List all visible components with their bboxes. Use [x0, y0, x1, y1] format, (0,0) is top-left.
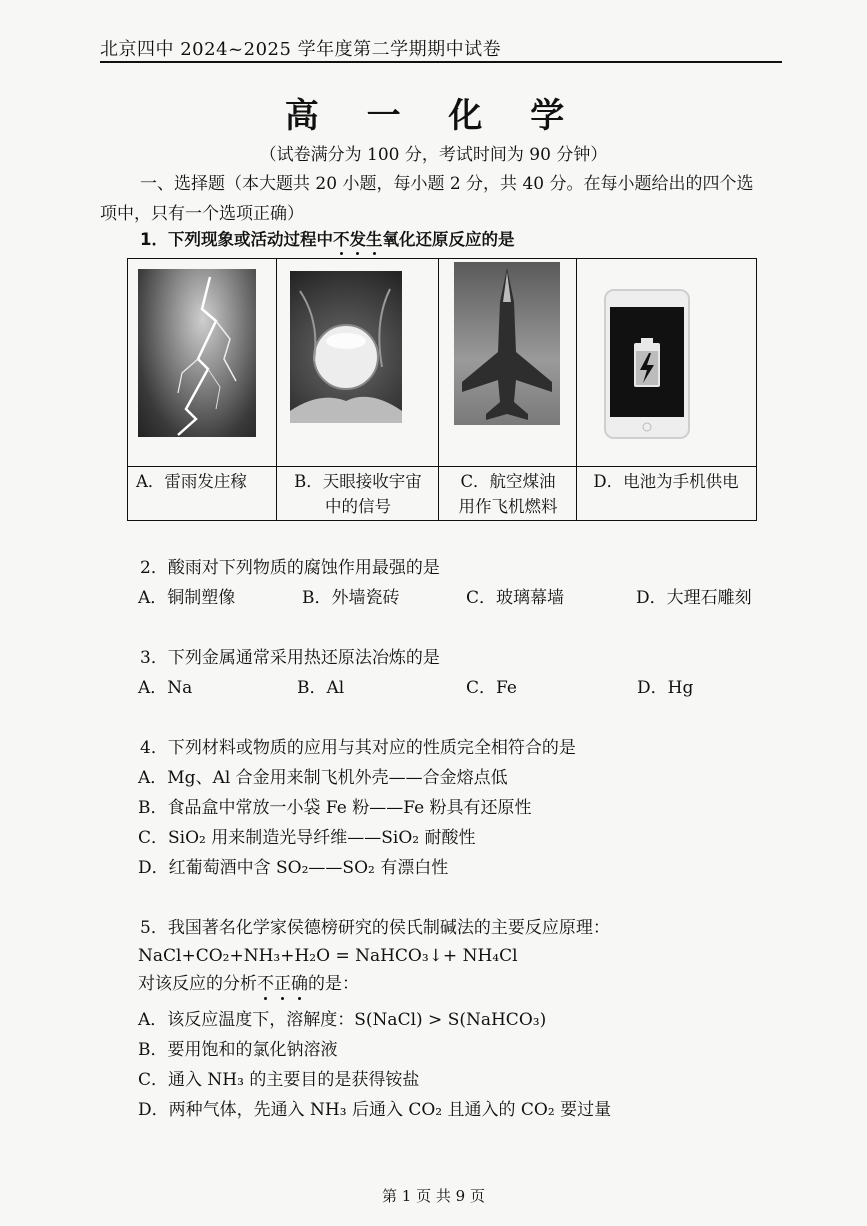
q3-option-b: B．Al	[297, 678, 345, 698]
header-divider	[100, 61, 782, 63]
q4-option-c: C．SiO₂ 用来制造光导纤维——SiO₂ 耐酸性	[138, 828, 476, 848]
phone-battery-photo-icon	[604, 289, 690, 439]
q1-stem	[140, 228, 514, 252]
lightning-photo-icon	[138, 269, 256, 437]
q1-option-d	[577, 469, 755, 494]
q5-ask-suffix: 的是：	[308, 974, 359, 994]
radio-telescope-photo-icon	[290, 271, 402, 423]
q1-option-b-line2: 中的信号	[325, 497, 391, 516]
emphasis-char: 不	[332, 230, 350, 249]
q5-ask-prefix: 对该反应的分析	[138, 974, 257, 994]
emphasis-char: 生	[365, 230, 383, 249]
q1-options-table	[127, 258, 757, 521]
q1-stem-suffix: 氧化还原反应的是	[382, 230, 515, 249]
q5-option-c: C．通入 NH₃ 的主要目的是获得铵盐	[138, 1070, 420, 1090]
exam-subtitle: （试卷满分为 100 分，考试时间为 90 分钟）	[259, 145, 608, 165]
exam-header: 北京四中 2024~2025 学年度第二学期期中试卷	[100, 39, 502, 60]
q5-option-a: A．该反应温度下，溶解度：S(NaCl) > S(NaHCO₃)	[138, 1010, 547, 1030]
q5-ask	[138, 972, 359, 996]
q5-option-b: B．要用饱和的氯化钠溶液	[138, 1040, 338, 1060]
q1-option-a	[128, 469, 277, 494]
emphasis-char: 确	[291, 974, 308, 994]
q2-option-b: B．外墙瓷砖	[302, 588, 400, 608]
q1-table-row-divider	[128, 466, 756, 467]
q2-option-d: D．大理石雕刻	[636, 588, 752, 608]
emphasis-char: 正	[274, 974, 291, 994]
section-heading-line2: 项中，只有一个选项正确）	[100, 204, 304, 224]
page-title: 高 一 化 学	[284, 96, 583, 136]
q2-option-a: A．铜制塑像	[138, 588, 236, 608]
q1-option-c-line2: 用作飞机燃料	[458, 497, 558, 516]
jet-plane-photo-icon	[454, 262, 560, 425]
q4-option-a: A．Mg、Al 合金用来制飞机外壳——合金熔点低	[138, 768, 508, 788]
q1-stem-prefix: 1．下列现象或活动过程中	[140, 230, 333, 249]
q4-stem: 4．下列材料或物质的应用与其对应的性质完全相符合的是	[140, 738, 576, 758]
q3-option-a: A．Na	[138, 678, 193, 698]
q1-option-d-line1: D．电池为手机供电	[593, 472, 739, 491]
q4-option-b: B．食品盒中常放一小袋 Fe 粉——Fe 粉具有还原性	[138, 798, 532, 818]
q1-option-b	[277, 469, 439, 519]
q5-stem: 5．我国著名化学家侯德榜研究的侯氏制碱法的主要反应原理：	[140, 918, 610, 938]
q5-option-d: D．两种气体，先通入 NH₃ 后通入 CO₂ 且通入的 CO₂ 要过量	[138, 1100, 612, 1120]
q3-option-c: C．Fe	[466, 678, 517, 698]
q1-option-c-line1: C．航空煤油	[460, 472, 556, 491]
q1-option-b-line1: B．天眼接收宇宙	[294, 472, 422, 491]
emphasis-char: 发	[349, 230, 366, 249]
q3-stem: 3．下列金属通常采用热还原法冶炼的是	[140, 648, 440, 668]
q2-option-c: C．玻璃幕墙	[466, 588, 565, 608]
q4-option-d: D．红葡萄酒中含 SO₂——SO₂ 有漂白性	[138, 858, 449, 878]
q1-option-a-line1: A．雷雨发庄稼	[136, 472, 247, 491]
page-number: 第 1 页 共 9 页	[382, 1187, 485, 1205]
q5-equation: NaCl+CO₂+NH₃+H₂O = NaHCO₃↓+ NH₄Cl	[138, 946, 518, 966]
section-heading-line1: 一、选择题（本大题共 20 小题，每小题 2 分，共 40 分。在每小题给出的四个选	[140, 174, 754, 194]
q2-stem: 2．酸雨对下列物质的腐蚀作用最强的是	[140, 558, 440, 578]
q1-option-c	[439, 469, 577, 519]
q3-option-d: D．Hg	[637, 678, 694, 698]
emphasis-char: 不	[257, 974, 274, 994]
